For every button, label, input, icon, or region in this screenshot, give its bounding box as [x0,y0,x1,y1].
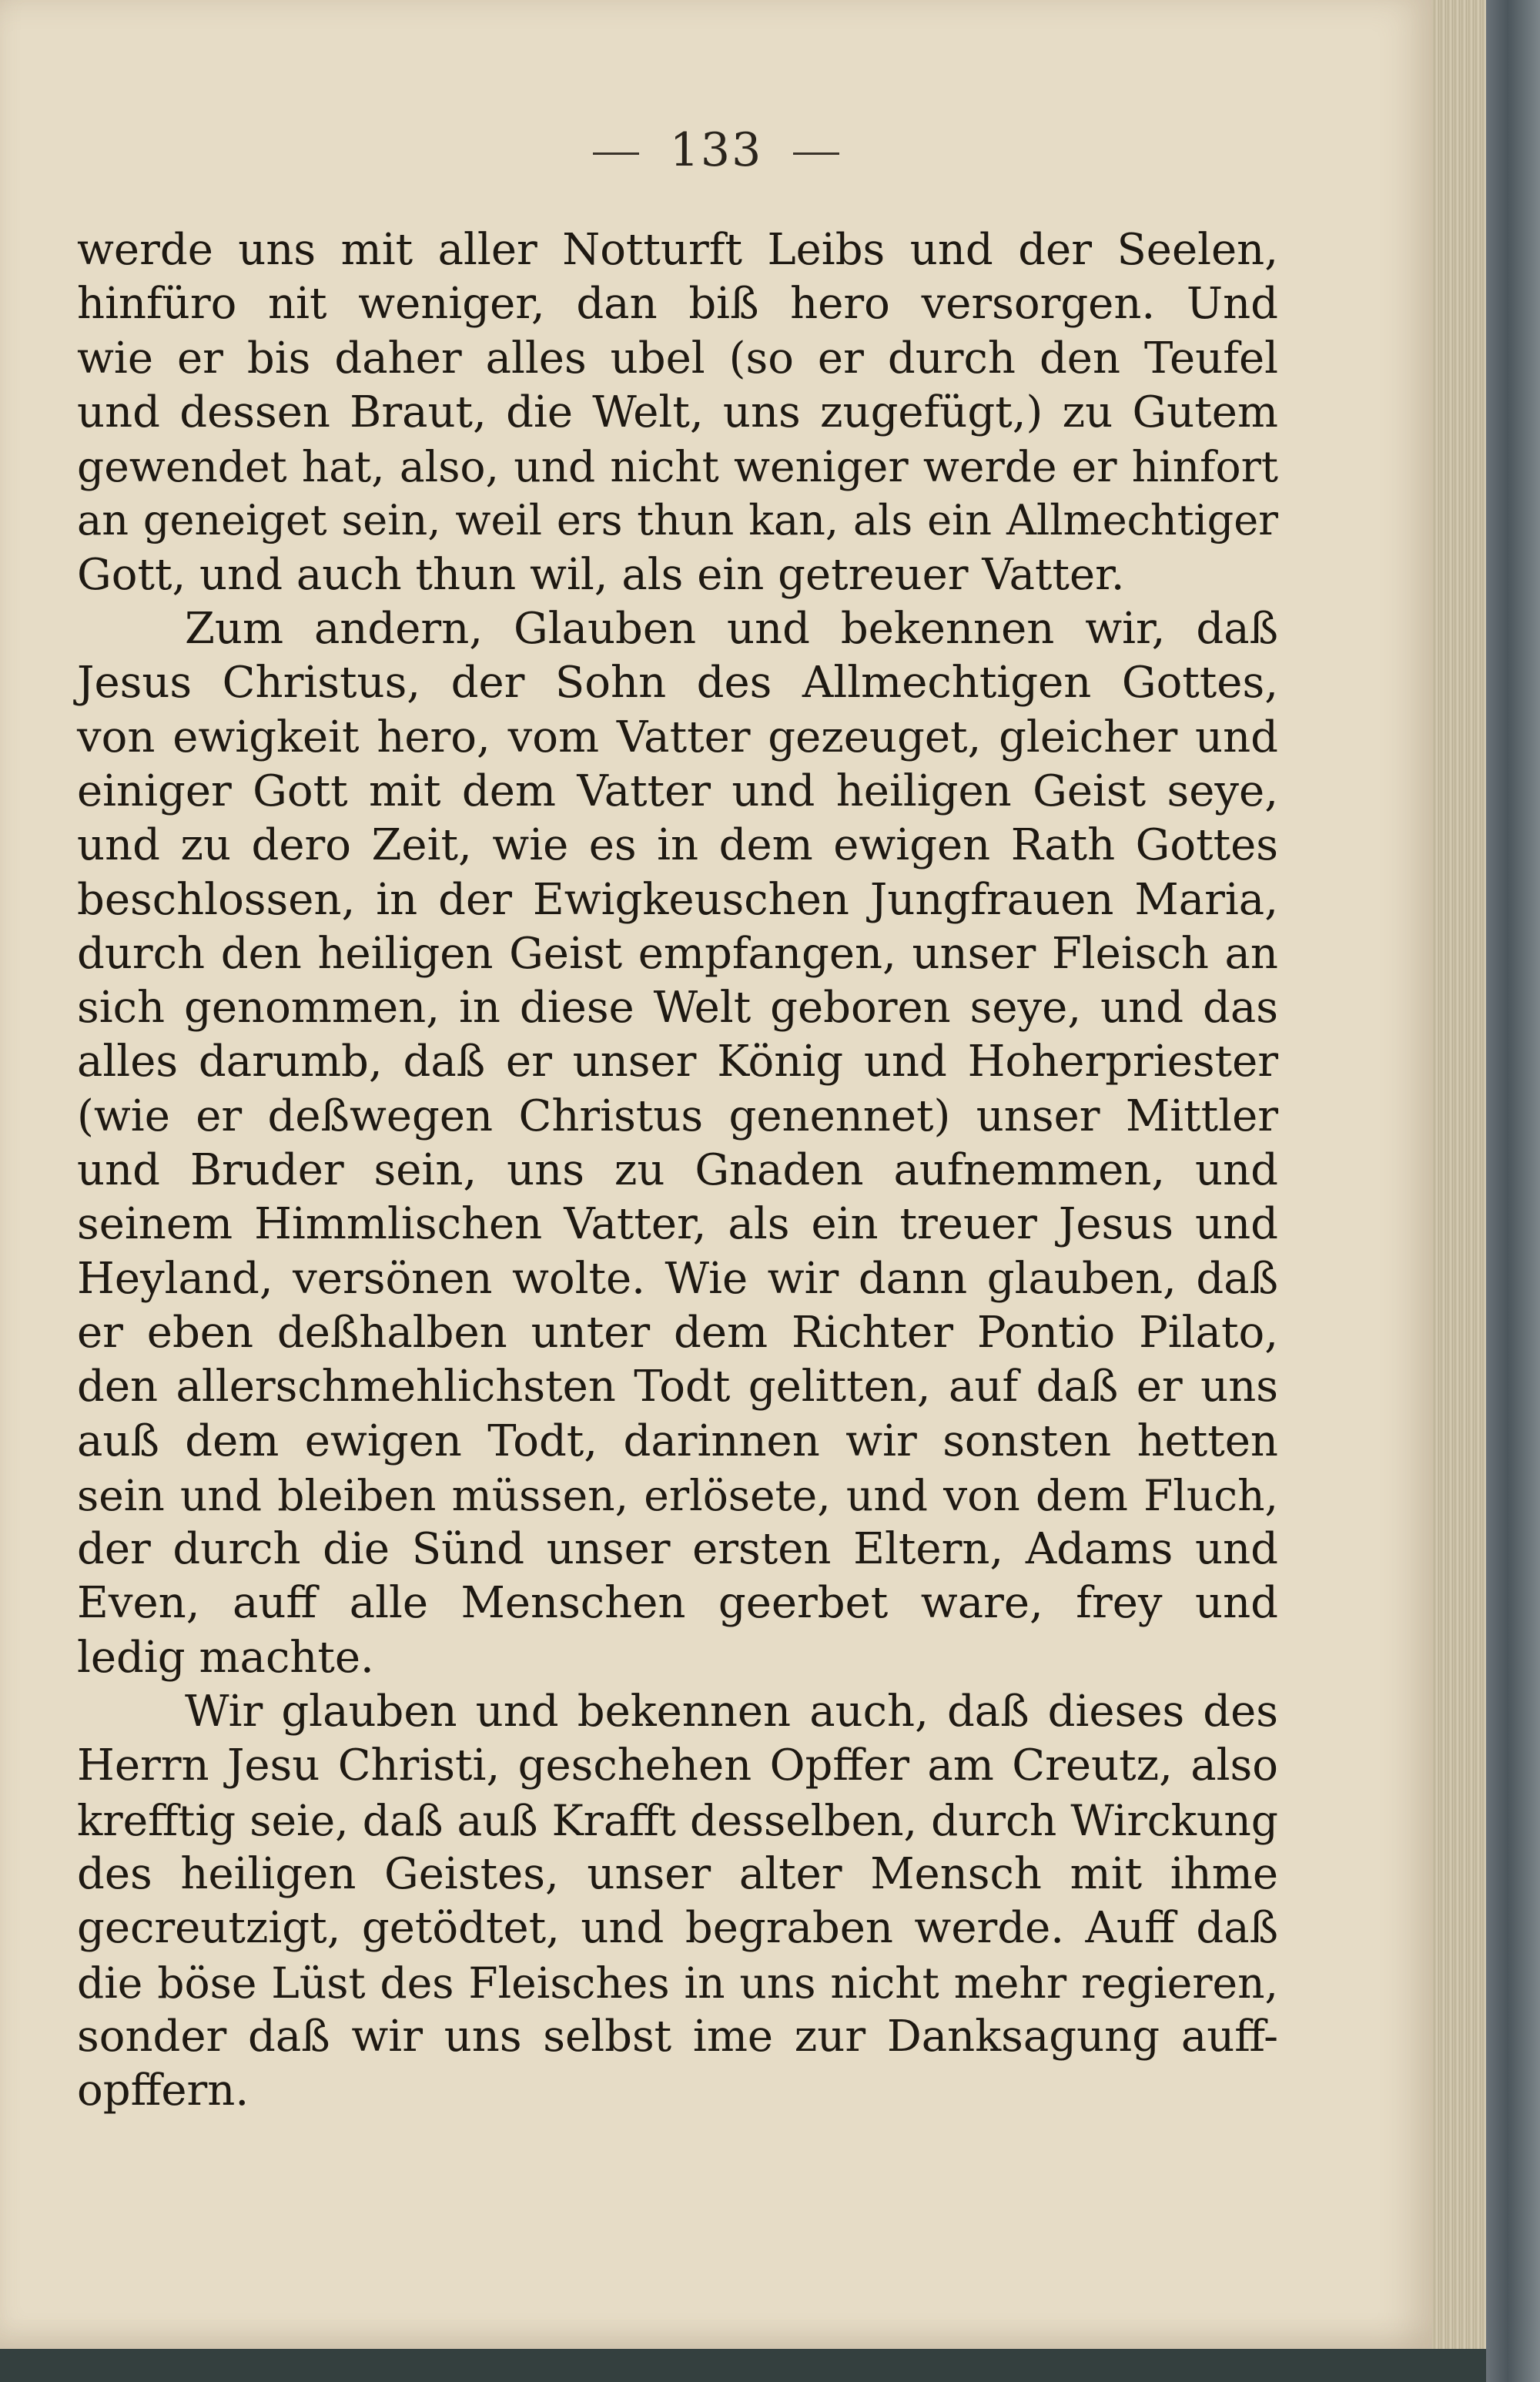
book-cover [1486,0,1540,2382]
text-line: ledig machte. [77,1632,374,1683]
text-line: opffern. [77,2065,249,2116]
text-line: gewendet hat, also, und nicht weniger werde er hinfort [77,442,1278,492]
text-line: sonder daß wir uns selbst ime zur Danksagung auff- [77,2011,1278,2062]
text-line: alles darumb, daß er unser König und Hoherpriester [77,1037,1278,1087]
page-number-right-dash [793,152,839,155]
text-line: an geneiget sein, weil ers thun kan, als ein Allmechtiger [77,496,1278,545]
body-text [77,223,1278,2118]
text-line: gecreutzigt, getödtet, und begraben werde. Auff daß [77,1903,1278,1954]
text-line: und zu dero Zeit, wie es in dem ewigen Rath Gottes [77,820,1278,871]
text-line: sein und bleiben müssen, erlösete, und von dem Fluch, [77,1470,1278,1520]
text-line: der durch die Sünd unser ersten Eltern, Adams und [77,1524,1278,1575]
page-edges [1432,0,1486,2349]
text-line: Jesus Christus, der Sohn des Allmechtigen Gottes, [77,658,1278,709]
background-strip [0,2349,1486,2382]
text-line: auß dem ewigen Todt, darinnen wir sonsten hetten [77,1415,1278,1466]
text-line: und Bruder sein, uns zu Gnaden aufnemmen, und [77,1145,1278,1196]
text-line: seinem Himmlischen Vatter, als ein treuer Jesus und [77,1199,1278,1250]
text-line: Herrn Jesu Christi, geschehen Opffer am Creutz, also [77,1740,1278,1791]
text-line: durch den heiligen Geist empfangen, unser Fleisch an [77,928,1278,979]
text-line: des heiligen Geistes, unser alter Mensch mit ihme [77,1848,1278,1899]
text-line: einiger Gott mit dem Vatter und heiligen Geist seye, [77,766,1278,816]
text-line: Heyland, versönen wolte. Wie wir dann glauben, daß [77,1253,1278,1304]
text-line: von ewigkeit hero, vom Vatter gezeuget, gleicher und [77,712,1278,762]
text-line: und dessen Braut, die Welt, uns zugefügt,) zu Gutem [77,387,1278,437]
paragraph-start-line: Zum andern, Glauben und bekennen wir, daß [185,604,1278,655]
text-line: beschlossen, in der Ewigkeuschen Jungfrauen Maria, [77,874,1278,925]
text-line: (wie er deßwegen Christus genennet) unser Mittler [77,1090,1278,1141]
text-line: sich genommen, in diese Welt geboren seye, und das [77,983,1278,1034]
text-line: wie er bis daher alles ubel (so er durch den Teufel [77,333,1278,384]
paragraph-start-line: Wir glauben und bekennen auch, daß dieses des [185,1687,1278,1737]
text-line: hinfüro nit weniger, dan biß hero versorgen. Und [77,279,1278,330]
page-number-value: 133 [669,123,763,177]
text-line: werde uns mit aller Notturft Leibs und der Seelen, [77,225,1278,275]
text-line: er eben deßhalben unter dem Richter Pontio Pilato, [77,1307,1278,1358]
text-line: krefftig seie, daß auß Krafft desselben, durch Wirckung [77,1795,1278,1845]
page-number [0,123,1432,177]
text-line: Even, auff alle Menschen geerbet ware, frey und [77,1578,1278,1629]
text-line: den allerschmehlichsten Todt gelitten, auf daß er uns [77,1362,1278,1412]
page-number-left-dash [593,152,639,155]
text-line: die böse Lüst des Fleisches in uns nicht mehr regieren, [77,1958,1278,2008]
text-line: Gott, und auch thun wil, als ein getreuer Vatter. [77,549,1125,600]
